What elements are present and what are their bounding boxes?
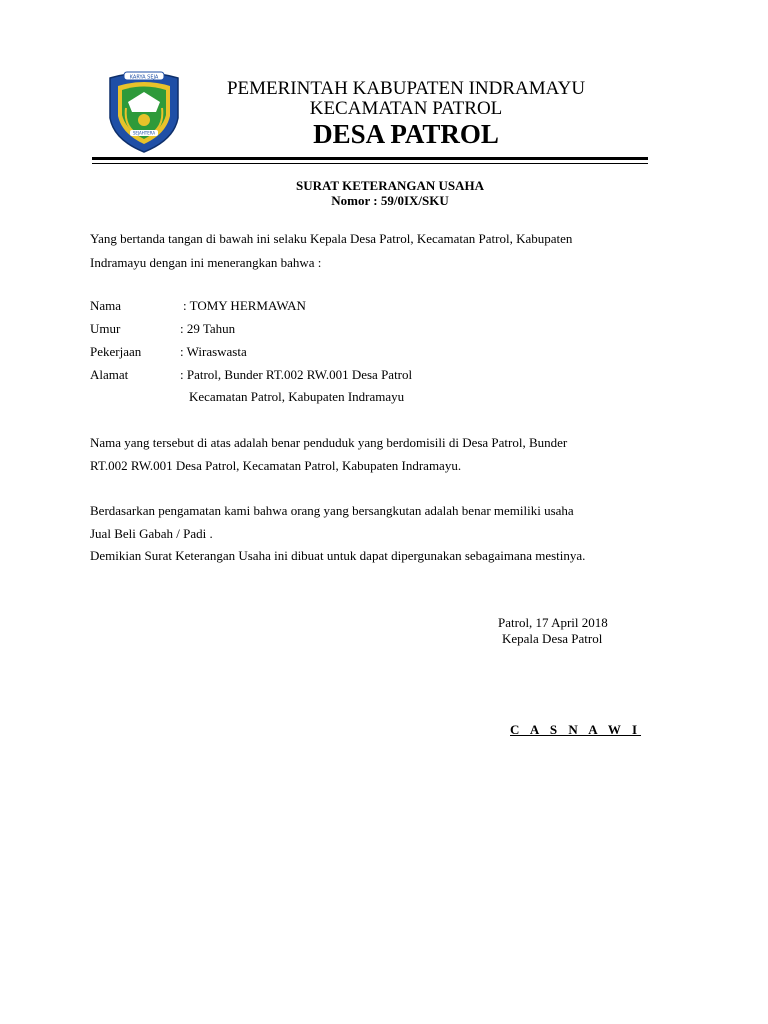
field-label-age: Umur: [90, 321, 121, 336]
intro-line-1: Yang bertanda tangan di bawah ini selaku Kepala Desa Patrol, Kecamatan Patrol, Kabupaten: [90, 231, 573, 246]
header-village: DESA PATROL: [313, 119, 499, 149]
header-district: KECAMATAN PATROL: [309, 98, 503, 119]
letter-number: Nomor : 59/0IX/SKU: [331, 193, 449, 208]
field-value-address-cont: Kecamatan Patrol, Kabupaten Indramayu: [189, 389, 405, 404]
header-divider-thin: [92, 163, 648, 164]
body2-line-1: Berdasarkan pengamatan kami bahwa orang yang bersangkutan adalah benar memiliki usaha: [90, 503, 574, 518]
signature-place-date: Patrol, 17 April 2018: [498, 615, 608, 630]
field-label-occupation: Pekerjaan: [90, 344, 142, 359]
field-value-age: : 29 Tahun: [180, 321, 236, 336]
logo-motto: KARYA SEJA: [129, 74, 159, 81]
header-government: PEMERINTAH KABUPATEN INDRAMAYU: [226, 78, 586, 99]
letter-title: SURAT KETERANGAN USAHA: [295, 178, 485, 193]
body1-line-2: RT.002 RW.001 Desa Patrol, Kecamatan Patrol, Kabupaten Indramayu.: [90, 458, 462, 473]
body1-line-1: Nama yang tersebut di atas adalah benar penduduk yang berdomisili di Desa Patrol, Bunder: [90, 435, 568, 450]
field-value-name: : TOMY HERMAWAN: [183, 298, 306, 313]
body2-line-2: Jual Beli Gabah / Padi .: [90, 526, 213, 541]
village-emblem-logo: [104, 68, 184, 154]
intro-line-2: Indramayu dengan ini menerangkan bahwa :: [90, 255, 322, 270]
field-label-address: Alamat: [90, 367, 129, 382]
field-value-address: : Patrol, Bunder RT.002 RW.001 Desa Patrol: [180, 367, 413, 382]
header-divider-thick: [92, 157, 648, 160]
signature-name: C A S N A W I: [510, 722, 642, 737]
field-label-name: Nama: [90, 298, 122, 313]
signature-position: Kepala Desa Patrol: [502, 631, 603, 646]
logo-name: SEJAHTERA: [132, 130, 156, 136]
field-value-occupation: : Wiraswasta: [180, 344, 247, 359]
closing-line: Demikian Surat Keterangan Usaha ini dibuat untuk dapat dipergunakan sebagaimana mestinya.: [90, 548, 586, 563]
